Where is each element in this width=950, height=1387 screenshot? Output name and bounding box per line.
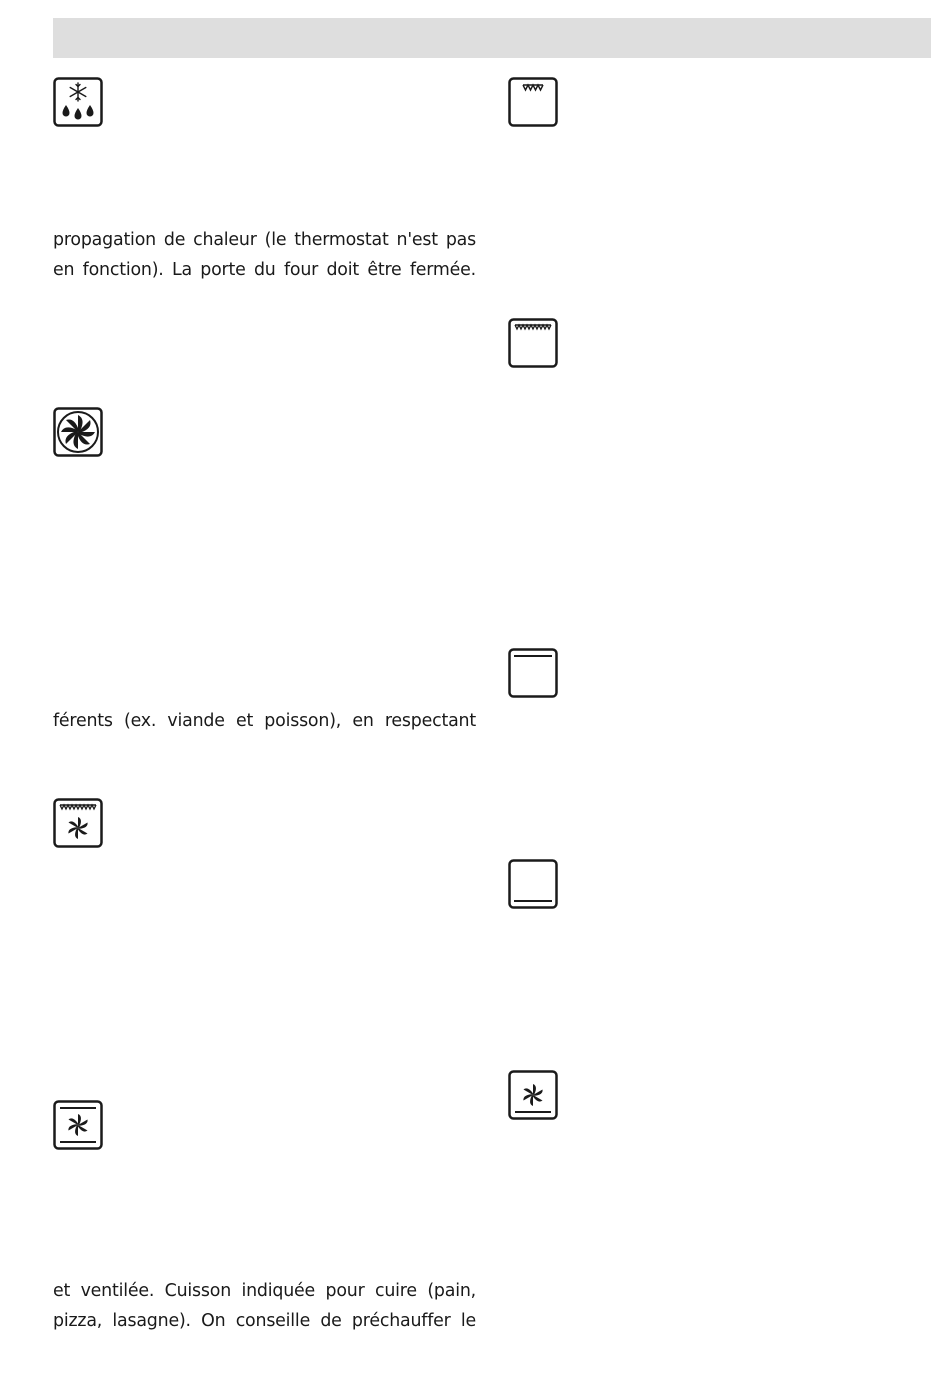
grill-fan-icon bbox=[53, 798, 103, 848]
fan-circle-icon bbox=[53, 407, 103, 457]
ventilated-line-2: pizza, lasagne). On conseille de préchauffer le bbox=[53, 1310, 476, 1331]
top-element-icon bbox=[508, 648, 558, 698]
defrost-icon bbox=[53, 77, 103, 127]
ventilated-description bbox=[53, 1277, 476, 1336]
fan-top-bottom-icon bbox=[53, 1100, 103, 1150]
fan-description bbox=[53, 707, 476, 737]
fan-bottom-icon bbox=[508, 1070, 558, 1120]
fan-line-1: férents (ex. viande et poisson), en respectant bbox=[53, 711, 476, 731]
small-grill-icon bbox=[508, 77, 558, 127]
ventilated-line-1: et ventilée. Cuisson indiquée pour cuire (pain, bbox=[53, 1281, 476, 1301]
defrost-description bbox=[53, 226, 476, 285]
defrost-line-2: en fonction). La porte du four doit être fermée. bbox=[53, 259, 476, 280]
full-grill-icon bbox=[508, 318, 558, 368]
section-header-band bbox=[53, 18, 931, 58]
bottom-element-icon bbox=[508, 859, 558, 909]
defrost-line-1: propagation de chaleur (le thermostat n'est pas bbox=[53, 230, 476, 250]
